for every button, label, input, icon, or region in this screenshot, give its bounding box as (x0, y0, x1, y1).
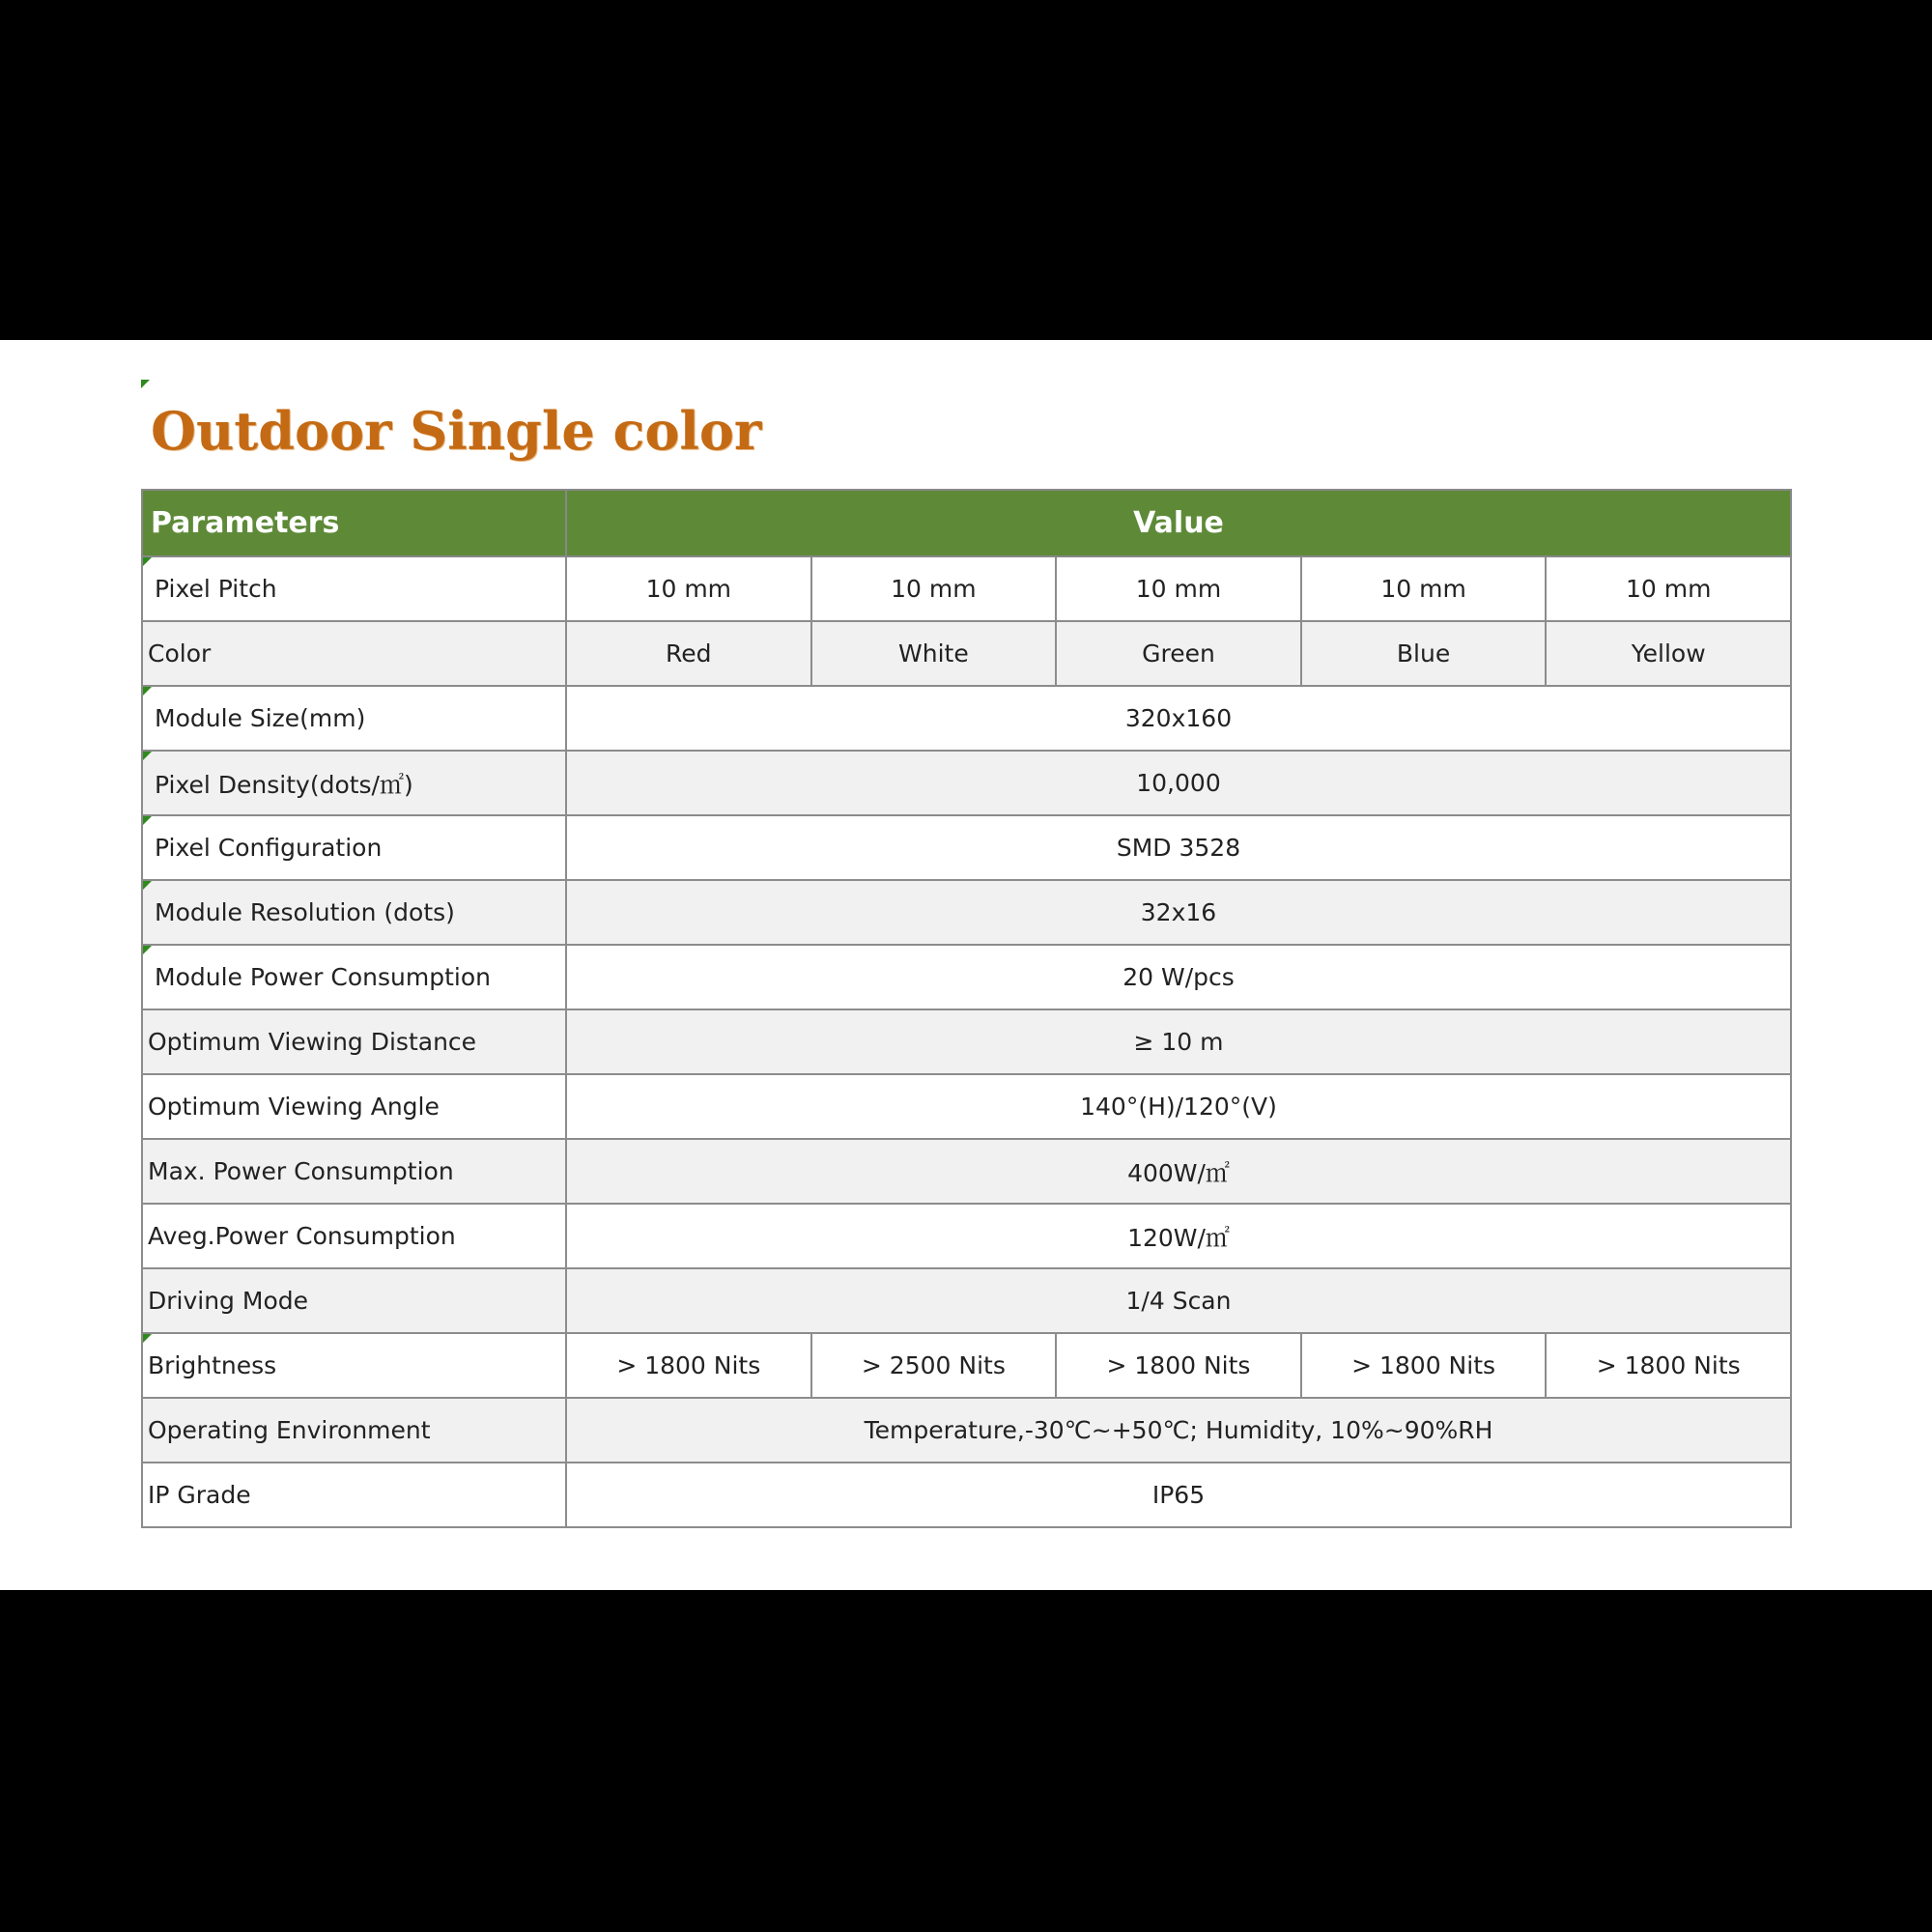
row-value: > 1800 Nits (566, 1333, 811, 1398)
row-value: ≥ 10 m (566, 1009, 1791, 1074)
param-label: Module Resolution (dots) (155, 898, 455, 926)
row-param (142, 1009, 566, 1074)
row-param (142, 686, 566, 751)
triangle-marker-icon (143, 752, 152, 760)
row-param (142, 751, 566, 815)
param-label: Brightness (148, 1351, 277, 1379)
row-value: > 1800 Nits (1546, 1333, 1791, 1398)
row-param (142, 880, 566, 945)
row-value: Red (566, 621, 811, 686)
table-row (142, 945, 1791, 1009)
row-value: White (811, 621, 1057, 686)
page-title: Outdoor Single color (151, 400, 762, 462)
param-label: Pixel Configuration (155, 834, 383, 862)
specs-table (141, 489, 1792, 1528)
row-param (142, 1268, 566, 1333)
row-value: 10 mm (811, 556, 1057, 621)
param-label: Module Size(mm) (155, 704, 366, 732)
row-value: Green (1056, 621, 1301, 686)
table-header-row (142, 490, 1791, 556)
row-value: > 1800 Nits (1056, 1333, 1301, 1398)
table-row (142, 880, 1791, 945)
header-value: Value (566, 490, 1791, 556)
row-value: Blue (1301, 621, 1547, 686)
param-label: Optimum Viewing Angle (148, 1093, 440, 1121)
param-label: Pixel Pitch (155, 575, 277, 603)
row-value: 10 mm (566, 556, 811, 621)
row-param (142, 1139, 566, 1204)
row-value: 20 W/pcs (566, 945, 1791, 1009)
table-row (142, 751, 1791, 815)
param-label: Pixel Density(dots/㎡) (155, 770, 413, 799)
table-row (142, 556, 1791, 621)
param-label: Module Power Consumption (155, 963, 491, 991)
row-value: 400W/㎡ (566, 1139, 1791, 1204)
row-param (142, 945, 566, 1009)
row-value: > 1800 Nits (1301, 1333, 1547, 1398)
triangle-marker-icon (143, 946, 152, 954)
table-row (142, 1268, 1791, 1333)
row-param (142, 556, 566, 621)
triangle-marker-icon (143, 687, 152, 696)
row-value: > 2500 Nits (811, 1333, 1057, 1398)
table-row (142, 1009, 1791, 1074)
triangle-marker-icon (143, 1334, 152, 1343)
row-value: Temperature,-30℃~+50℃; Humidity, 10%~90%RH (566, 1398, 1791, 1463)
row-value: 120W/㎡ (566, 1204, 1791, 1268)
table-row (142, 1333, 1791, 1398)
table-row (142, 815, 1791, 880)
param-label: Operating Environment (148, 1416, 431, 1444)
row-value: 10 mm (1056, 556, 1301, 621)
row-value: 140°(H)/120°(V) (566, 1074, 1791, 1139)
table-row (142, 1398, 1791, 1463)
triangle-marker-icon (143, 557, 152, 566)
row-value: 10 mm (1546, 556, 1791, 621)
row-value: Yellow (1546, 621, 1791, 686)
row-param (142, 1074, 566, 1139)
triangle-marker-icon (143, 881, 152, 890)
row-value: 32x16 (566, 880, 1791, 945)
corner-mark-icon (141, 380, 150, 388)
table-row (142, 686, 1791, 751)
row-value: 320x160 (566, 686, 1791, 751)
param-label: Optimum Viewing Distance (148, 1028, 477, 1056)
row-param (142, 621, 566, 686)
table-row (142, 1139, 1791, 1204)
row-value: IP65 (566, 1463, 1791, 1527)
row-param (142, 1463, 566, 1527)
row-value: 10,000 (566, 751, 1791, 815)
row-value: SMD 3528 (566, 815, 1791, 880)
row-param (142, 1398, 566, 1463)
param-label: Color (148, 639, 212, 668)
row-value: 10 mm (1301, 556, 1547, 621)
row-param (142, 815, 566, 880)
table-row (142, 1463, 1791, 1527)
header-parameters: Parameters (142, 490, 566, 556)
param-label: Max. Power Consumption (148, 1157, 454, 1185)
row-value: 1/4 Scan (566, 1268, 1791, 1333)
table-row (142, 1074, 1791, 1139)
table-row (142, 621, 1791, 686)
param-label: Driving Mode (148, 1287, 308, 1315)
row-param (142, 1333, 566, 1398)
param-label: IP Grade (148, 1481, 251, 1509)
param-label: Aveg.Power Consumption (148, 1222, 456, 1250)
table-row (142, 1204, 1791, 1268)
triangle-marker-icon (143, 816, 152, 825)
row-param (142, 1204, 566, 1268)
